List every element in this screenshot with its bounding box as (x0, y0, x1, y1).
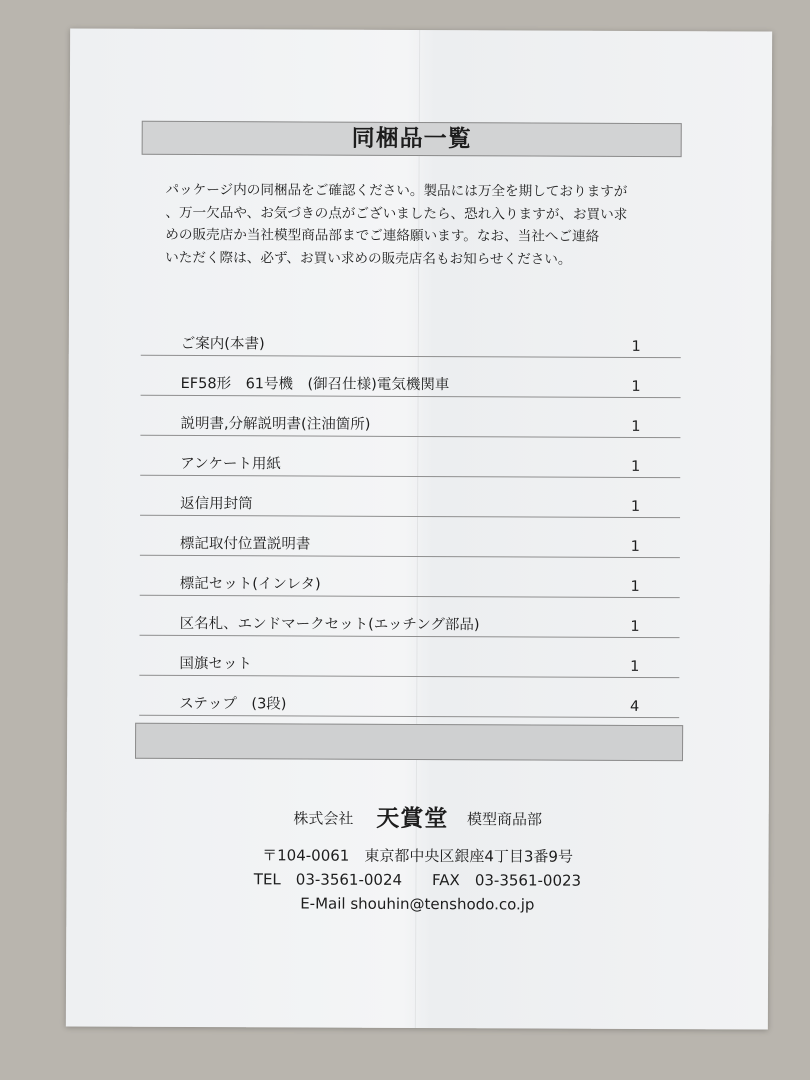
item-name: 標記セット(インレタ) (179, 575, 321, 593)
item-list (139, 317, 681, 719)
item-name: アンケート用紙 (180, 455, 281, 473)
item-quantity: 1 (630, 618, 640, 635)
document-sheet (66, 28, 772, 1029)
list-item (140, 517, 680, 558)
intro-line: いただく際は、必ず、お買い求めの販売店名もお知らせください。 (165, 249, 572, 268)
company-prefix: 株式会社 (293, 809, 354, 828)
page-title: 同梱品一覧 (142, 121, 682, 157)
item-name: 標記取付位置説明書 (179, 535, 311, 553)
intro-paragraph (165, 179, 685, 271)
intro-line: 、万一欠品や、お気づきの点がございましたら、恐れ入りますが、お買い求 (165, 204, 628, 223)
blank-footer-bar (135, 723, 683, 761)
company-logo: 天賞堂 (376, 804, 449, 833)
item-quantity: 1 (631, 338, 641, 355)
list-item (140, 397, 680, 438)
postal-address: 〒104-0061 東京都中央区銀座4丁目3番9号 (262, 846, 574, 866)
fax-number: FAX 03-3561-0023 (432, 871, 582, 890)
item-quantity: 1 (631, 418, 641, 435)
list-item (140, 597, 680, 638)
item-quantity: 1 (630, 498, 641, 515)
company-line (67, 798, 769, 834)
list-item (141, 357, 681, 398)
phone-fax-line (66, 866, 768, 893)
intro-line: めの販売店か当社模型商品部までご連絡願います。なお、当社へご連絡 (165, 226, 600, 245)
item-name: ご案内(本書) (180, 335, 265, 353)
item-name: 区名札、エンドマークセット(エッチング部品) (179, 615, 480, 634)
item-quantity: 1 (631, 378, 641, 395)
intro-line: パッケージ内の同梱品をご確認ください。製品には万全を期しておりますが (165, 181, 628, 200)
list-item (139, 677, 679, 718)
contact-block (66, 842, 768, 917)
item-quantity: 1 (630, 658, 640, 675)
list-item (139, 637, 679, 678)
list-item (140, 557, 680, 598)
item-name: 返信用封筒 (180, 495, 253, 513)
item-name: 説明書,分解説明書(注油箇所) (180, 415, 371, 433)
list-item (141, 317, 681, 358)
list-item (140, 477, 680, 518)
item-quantity: 1 (630, 538, 640, 555)
item-quantity: 1 (630, 578, 640, 595)
item-name: 国旗セット (179, 655, 252, 673)
email-address: E-Mail shouhin@tenshodo.co.jp (300, 894, 535, 914)
item-name: EF58形 61号機 (御召仕様)電気機関車 (180, 375, 450, 394)
item-name: ステップ (3段) (179, 695, 287, 713)
company-department: 模型商品部 (466, 810, 543, 829)
item-quantity: 1 (631, 458, 641, 475)
item-quantity: 4 (629, 698, 640, 715)
list-item (140, 437, 680, 478)
phone-number: TEL 03-3561-0024 (253, 870, 403, 889)
